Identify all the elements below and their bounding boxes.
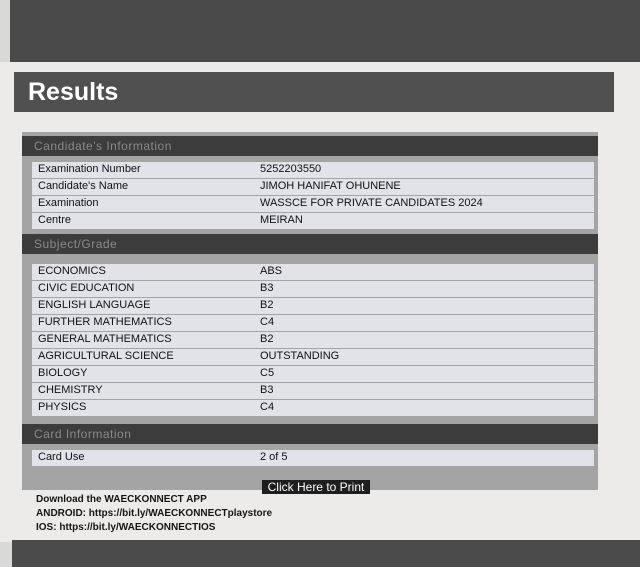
grades-section-header (22, 234, 598, 254)
grade-row (32, 315, 594, 331)
row-label: Examination (38, 197, 99, 209)
title-bar (14, 72, 614, 112)
grade-row (32, 366, 594, 382)
card-use-row (32, 450, 594, 466)
row-value: JIMOH HANIFAT OHUNENE (260, 180, 401, 192)
row-label: Candidate's Name (38, 180, 129, 192)
candidate-row-centre (32, 213, 594, 229)
grade-row (32, 298, 594, 314)
subject-name: PHYSICS (38, 401, 87, 413)
row-label: Card Use (38, 451, 85, 463)
ios-link[interactable]: IOS: https://bit.ly/WAECKONNECTIOS (36, 522, 216, 533)
subject-name: GENERAL MATHEMATICS (38, 333, 172, 345)
grade-row (32, 281, 594, 297)
grade-row (32, 400, 594, 416)
top-dark-band (10, 0, 640, 62)
subject-name: CHEMISTRY (38, 384, 103, 396)
grade-row (32, 332, 594, 348)
row-value: WASSCE FOR PRIVATE CANDIDATES 2024 (260, 197, 483, 209)
card-section-title: Card Information (34, 427, 132, 441)
subject-name: CIVIC EDUCATION (38, 282, 135, 294)
grade-row (32, 264, 594, 280)
row-value: 5252203550 (260, 163, 322, 175)
bottom-dark-band (12, 540, 640, 567)
subject-grade: B2 (260, 299, 274, 311)
android-link[interactable]: ANDROID: https://bit.ly/WAECKONNECTplaystore (36, 508, 273, 519)
candidate-row-exam-number (32, 162, 594, 178)
subject-grade: OUTSTANDING (260, 350, 340, 362)
download-app-heading: Download the WAECKONNECT APP (36, 494, 207, 505)
subject-name: FURTHER MATHEMATICS (38, 316, 172, 328)
candidate-row-examination (32, 196, 594, 212)
subject-name: ECONOMICS (38, 265, 106, 277)
grades-section-title: Subject/Grade (34, 237, 118, 251)
subject-grade: C4 (260, 316, 275, 328)
subject-name: BIOLOGY (38, 367, 88, 379)
subject-grade: B3 (260, 282, 274, 294)
results-page (0, 62, 640, 542)
row-label: Centre (38, 214, 72, 226)
candidate-section-header (22, 136, 598, 156)
subject-grade: B3 (260, 384, 274, 396)
candidate-section-title: Candidate's Information (34, 139, 172, 153)
row-value: MEIRAN (260, 214, 303, 226)
row-label: Examination Number (38, 163, 141, 175)
card-section-header (22, 424, 598, 444)
print-button[interactable]: Click Here to Print (262, 480, 370, 494)
row-value: 2 of 5 (260, 451, 288, 463)
candidate-row-name (32, 179, 594, 195)
page-title: Results (28, 78, 119, 106)
results-panel (22, 132, 598, 490)
subject-grade: C4 (260, 401, 275, 413)
grade-row (32, 383, 594, 399)
subject-name: AGRICULTURAL SCIENCE (38, 350, 174, 362)
subject-name: ENGLISH LANGUAGE (38, 299, 151, 311)
subject-grade: C5 (260, 367, 275, 379)
subject-grade: ABS (260, 265, 283, 277)
subject-grade: B2 (260, 333, 274, 345)
grade-row (32, 349, 594, 365)
